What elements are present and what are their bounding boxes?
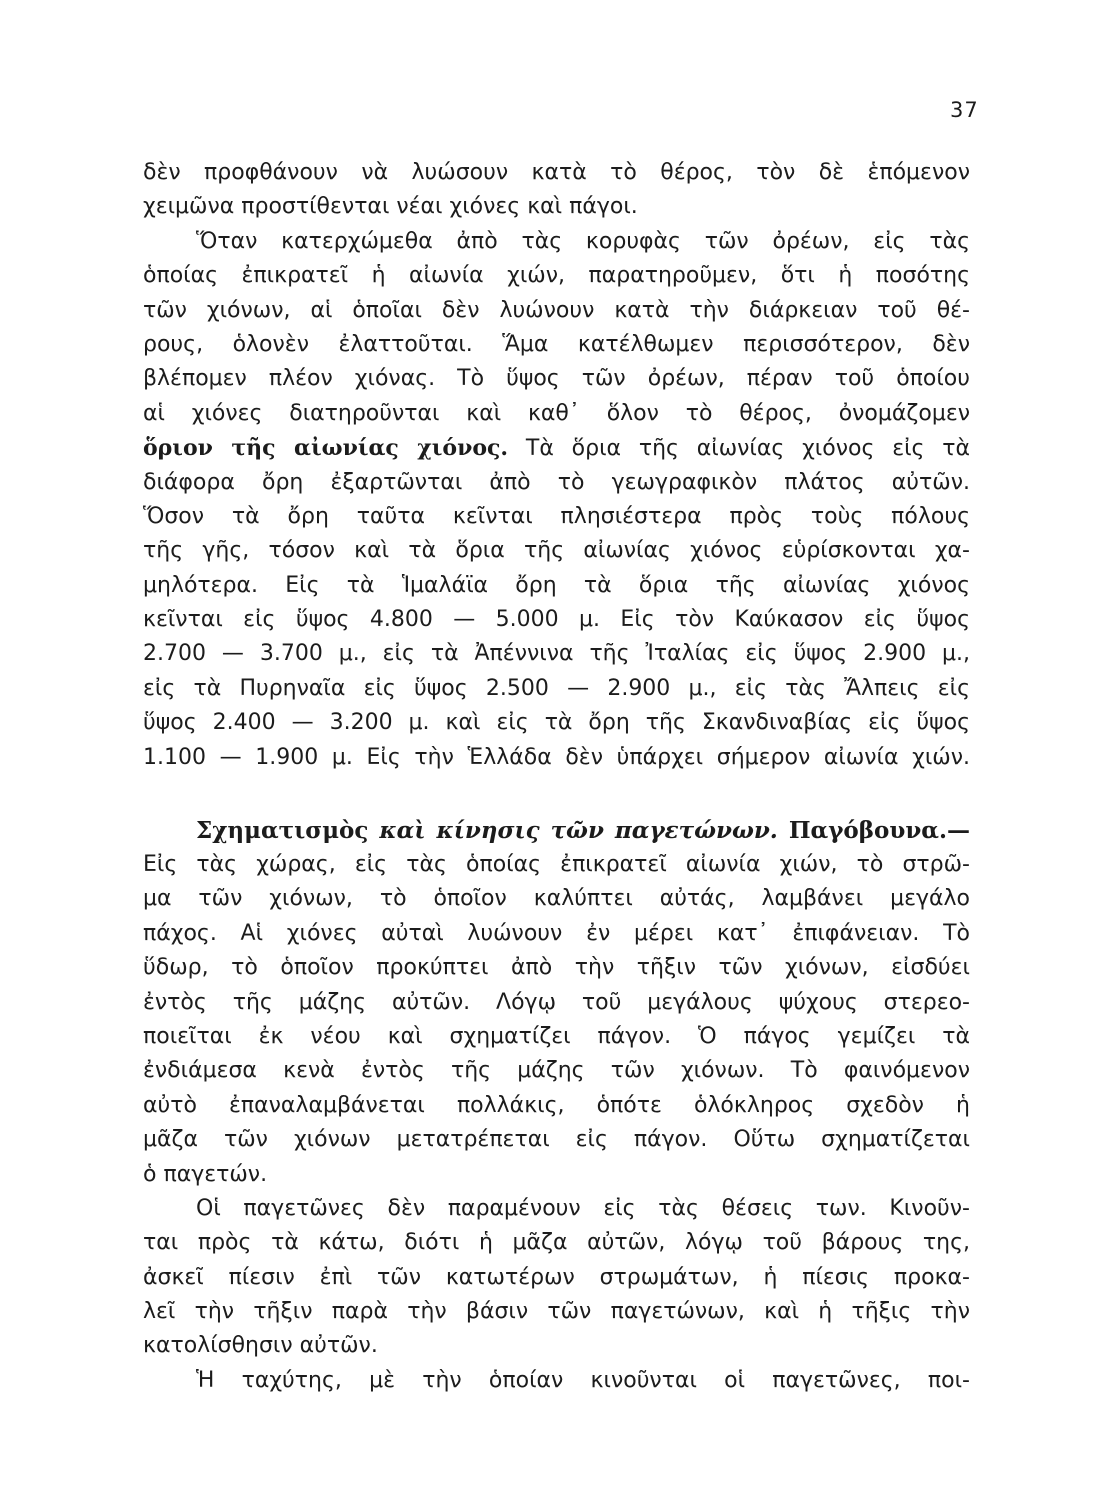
text-line: δὲν προφθάνουν νὰ λυώσουν κατὰ τὸ θέρος, τὸν δὲ ἑπόμενον [143,160,970,185]
text-line: ὕψος 2.400 — 3.200 μ. καὶ εἰς τὰ ὄρη τῆς Σκανδιναβίας εἰς ὕψος [143,710,970,736]
text-line: 1.100 — 1.900 μ. Εἰς τὴν Ἑλλάδα δὲν ὑπάρχει σήμερον αἰωνία χιών. [143,744,970,770]
text-line: Ἡ ταχύτης, μὲ τὴν ὁποίαν κινοῦνται οἱ παγετῶνες, ποι- [196,1367,970,1393]
section-heading-italic: καὶ κίνησις τῶν παγετώνων. [379,817,778,844]
text-line: κατολίσθησιν αὐτῶν. [143,1333,378,1359]
text-line: αἱ χιόνες διατηροῦνται καὶ καθ᾽ ὅλον τὸ θέρος, ὀνομάζομεν [143,400,970,426]
body-text-upper [143,156,970,775]
text-line: μα τῶν χιόνων, τὸ ὁποῖον καλύπτει αὐτάς, λαμβάνει μεγάλο [143,886,970,912]
text-line: Οἱ παγετῶνες δὲν παραμένουν εἰς τὰς θέσεις των. Κινοῦν- [196,1195,970,1221]
text-line: ὁ παγετών. [143,1161,268,1187]
text-line: τῶν χιόνων, αἱ ὁποῖαι δὲν λυώνουν κατὰ τὴν διάρκειαν τοῦ θέ- [143,297,970,323]
body-text-lower [143,814,970,1398]
text-line: εἰς τὰ Πυρηναῖα εἰς ὕψος 2.500 — 2.900 μ., εἰς τὰς Ἄλπεις εἰς [143,675,970,701]
text-line: ται πρὸς τὰ κάτω, διότι ἡ μᾶζα αὐτῶν, λόγῳ τοῦ βάρους της, [143,1230,970,1256]
text-line: μᾶζα τῶν χιόνων μετατρέπεται εἰς πάγον. Οὕτω σχηματίζεται [143,1127,970,1153]
text-line: 2.700 — 3.700 μ., εἰς τὰ Ἀπέννινα τῆς Ἰταλίας εἰς ὕψος 2.900 μ., [143,641,970,667]
section-heading [143,814,970,848]
text-line: ρους, ὁλονὲν ἐλαττοῦται. Ἅμα κατέλθωμεν περισσότερον, δὲν [143,331,970,357]
text-line: χειμῶνα προστίθενται νέαι χιόνες καὶ πάγοι. [143,194,638,220]
text-line: Ὅταν κατερχώμεθα ἀπὸ τὰς κορυφὰς τῶν ὀρέων, εἰς τὰς [196,228,970,254]
text-line: Ὅσον τὰ ὄρη ταῦτα κεῖνται πλησιέστερα πρὸς τοὺς πόλους [143,503,970,529]
section-heading-end: Παγόβουνα.— [788,817,970,844]
text-line: ἐντὸς τῆς μάζης αὐτῶν. Λόγῳ τοῦ μεγάλους ψύχους στερεο- [143,989,970,1015]
text-line: λεῖ τὴν τῆξιν παρὰ τὴν βάσιν τῶν παγετώνων, καὶ ἡ τῆξις τὴν [143,1299,970,1325]
text-line: τῆς γῆς, τόσον καὶ τὰ ὅρια τῆς αἰωνίας χιόνος εὑρίσκονται χα- [143,538,970,564]
text-line: πάχος. Αἱ χιόνες αὐταὶ λυώνουν ἐν μέρει κατ᾽ ἐπιφάνειαν. Τὸ [143,920,970,946]
text-line: βλέπομεν πλέον χιόνας. Τὸ ὕψος τῶν ὀρέων, πέραν τοῦ ὁποίου [143,366,970,392]
text-line: κεῖνται εἰς ὕψος 4.800 — 5.000 μ. Εἰς τὸν Καύκασον εἰς ὕψος [143,607,970,633]
text-line: ὕδωρ, τὸ ὁποῖον προκύπτει ἀπὸ τὴν τῆξιν τῶν χιόνων, εἰσδύει [143,955,970,981]
text-line: διάφορα ὄρη ἐξαρτῶνται ἀπὸ τὸ γεωγραφικὸν πλάτος αὐτῶν. [143,469,970,495]
text-line: μηλότερα. Εἰς τὰ Ἱμαλάϊα ὄρη τὰ ὅρια τῆς αἰωνίας χιόνος [143,572,970,598]
text-line: ἀσκεῖ πίεσιν ἐπὶ τῶν κατωτέρων στρωμάτων, ἡ πίεσις προκα- [143,1264,970,1290]
section-heading-start: Σχηματισμὸς [196,817,369,844]
text-line-with-term [143,431,970,465]
text-line: ἐνδιάμεσα κενὰ ἐντὸς τῆς μάζης τῶν χιόνων. Τὸ φαινόμενον [143,1058,970,1084]
text-line: ποιεῖται ἐκ νέου καὶ σχηματίζει πάγον. Ὁ πάγος γεμίζει τὰ [143,1023,970,1049]
defined-term: ὅριον τῆς αἰωνίας χιόνος. [143,435,509,462]
text-line: ὁποίας ἐπικρατεῖ ἡ αἰωνία χιών, παρατηροῦμεν, ὅτι ἡ ποσότης [143,263,970,289]
text-line: αὐτὸ ἐπαναλαμβάνεται πολλάκις, ὁπότε ὁλόκληρος σχεδὸν ἡ [143,1092,970,1118]
text-fragment: Τὰ ὅρια τῆς αἰωνίας χιόνος εἰς τὰ [525,436,971,462]
page-number: 37 [950,98,979,122]
text-line: Εἰς τὰς χώρας, εἰς τὰς ὁποίας ἐπικρατεῖ αἰωνία χιών, τὸ στρῶ- [143,852,970,877]
